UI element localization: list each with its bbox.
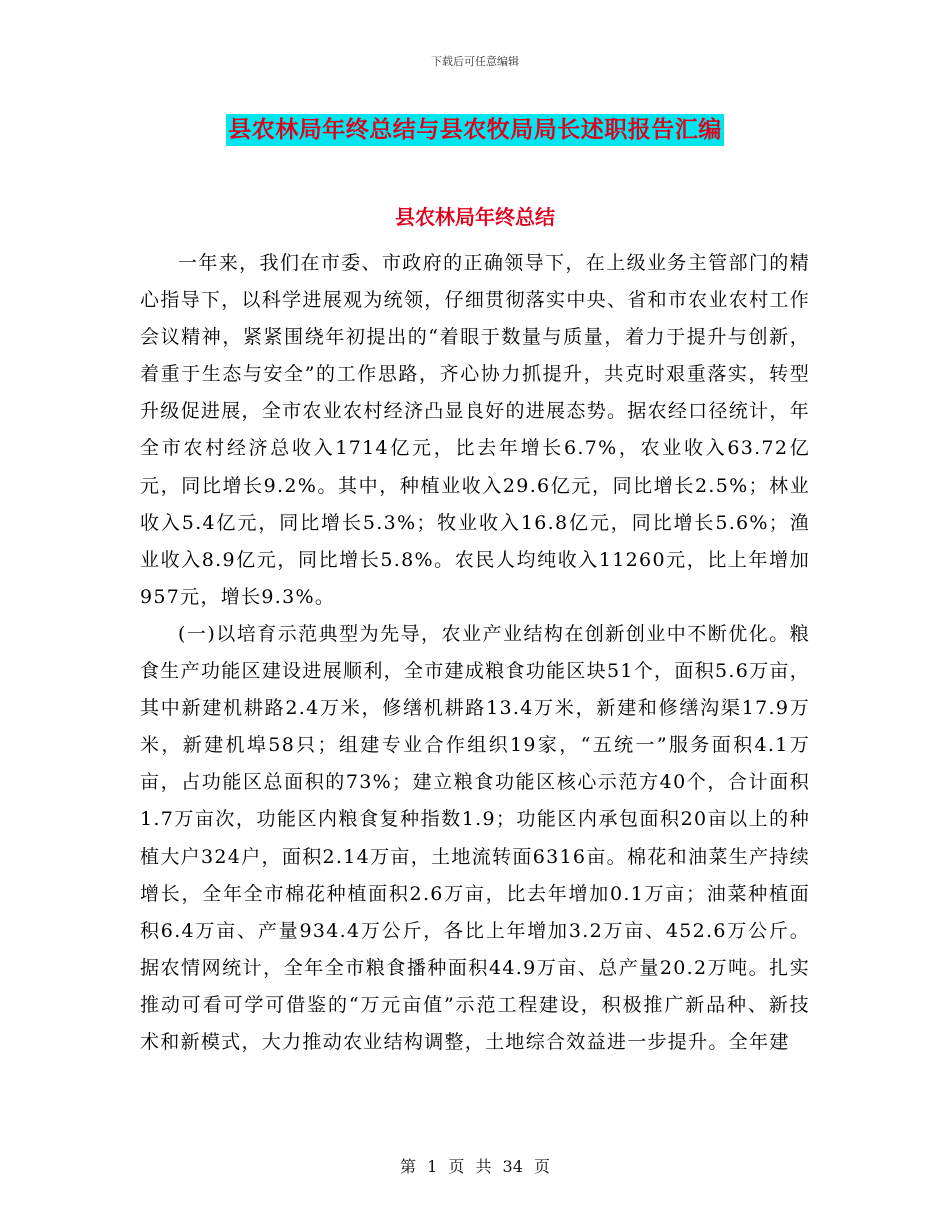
page-footer: 第 1 页 共 34 页	[400, 1157, 550, 1176]
paragraph-intro: 一年来，我们在市委、市政府的正确领导下，在上级业务主管部门的精心指导下，以科学进展观为统领，仔细贯彻落实中央、省和市农业农村工作会议精神，紧紧围绕年初提出的“着眼于数量与质量，着力于提升与创新，着重于生态与安全”的工作思路，齐心协力抓提升，共克时艰重落实，转型升级促进展，全市农业农村经济凸显良好的进展态势。据农经口径统计，年全市农村经济总收入1714亿元，比去年增长6.7%，农业收入63.72亿元，同比增长9.2%。其中，种植业收入29.6亿元，同比增长2.5%；林业收入5.4亿元，同比增长5.3%；牧业收入16.8亿元，同比增长5.6%；渔业收入8.9亿元，同比增长5.8%。农民人均纯收入11260元，比上年增加957元，增长9.3%。	[140, 252, 810, 608]
main-title-container	[0, 114, 950, 146]
paragraph-section-1: (一)以培育示范典型为先导，农业产业结构在创新创业中不断优化。粮食生产功能区建设进展顺利，全市建成粮食功能区块51个，面积5.6万亩，其中新建机耕路2.4万米，修缮机耕路13.4万米，新建和修缮沟渠17.9万米，新建机埠58只；组建专业合作组织19家，“五统一”服务面积4.1万亩，占功能区总面积的73%；建立粮食功能区核心示范方40个，合计面积1.7万亩次，功能区内粮食复种指数1.9；功能区内承包面积20亩以上的种植大户324户，面积2.14万亩，土地流转面6316亩。棉花和油菜生产持续增长，全年全市棉花种植面积2.6万亩，比去年增加0.1万亩；油菜种植面积6.4万亩、产量934.4万公斤，各比上年增加3.2万亩、452.6万公斤。据农情网统计，全年全市粮食播种面积44.9万亩、总产量20.2万吨。扎实推动可看可学可借鉴的“万元亩值”示范工程建设，积极推广新品种、新技术和新模式，大力推动农业结构调整，土地综合效益进一步提升。全年建	[140, 622, 810, 1053]
main-title: 县农林局年终总结与县农牧局局长述职报告汇编	[226, 114, 724, 146]
section-title: 县农林局年终总结	[395, 205, 555, 229]
body-text	[140, 245, 810, 1061]
header-note: 下载后可任意编辑	[431, 55, 519, 68]
